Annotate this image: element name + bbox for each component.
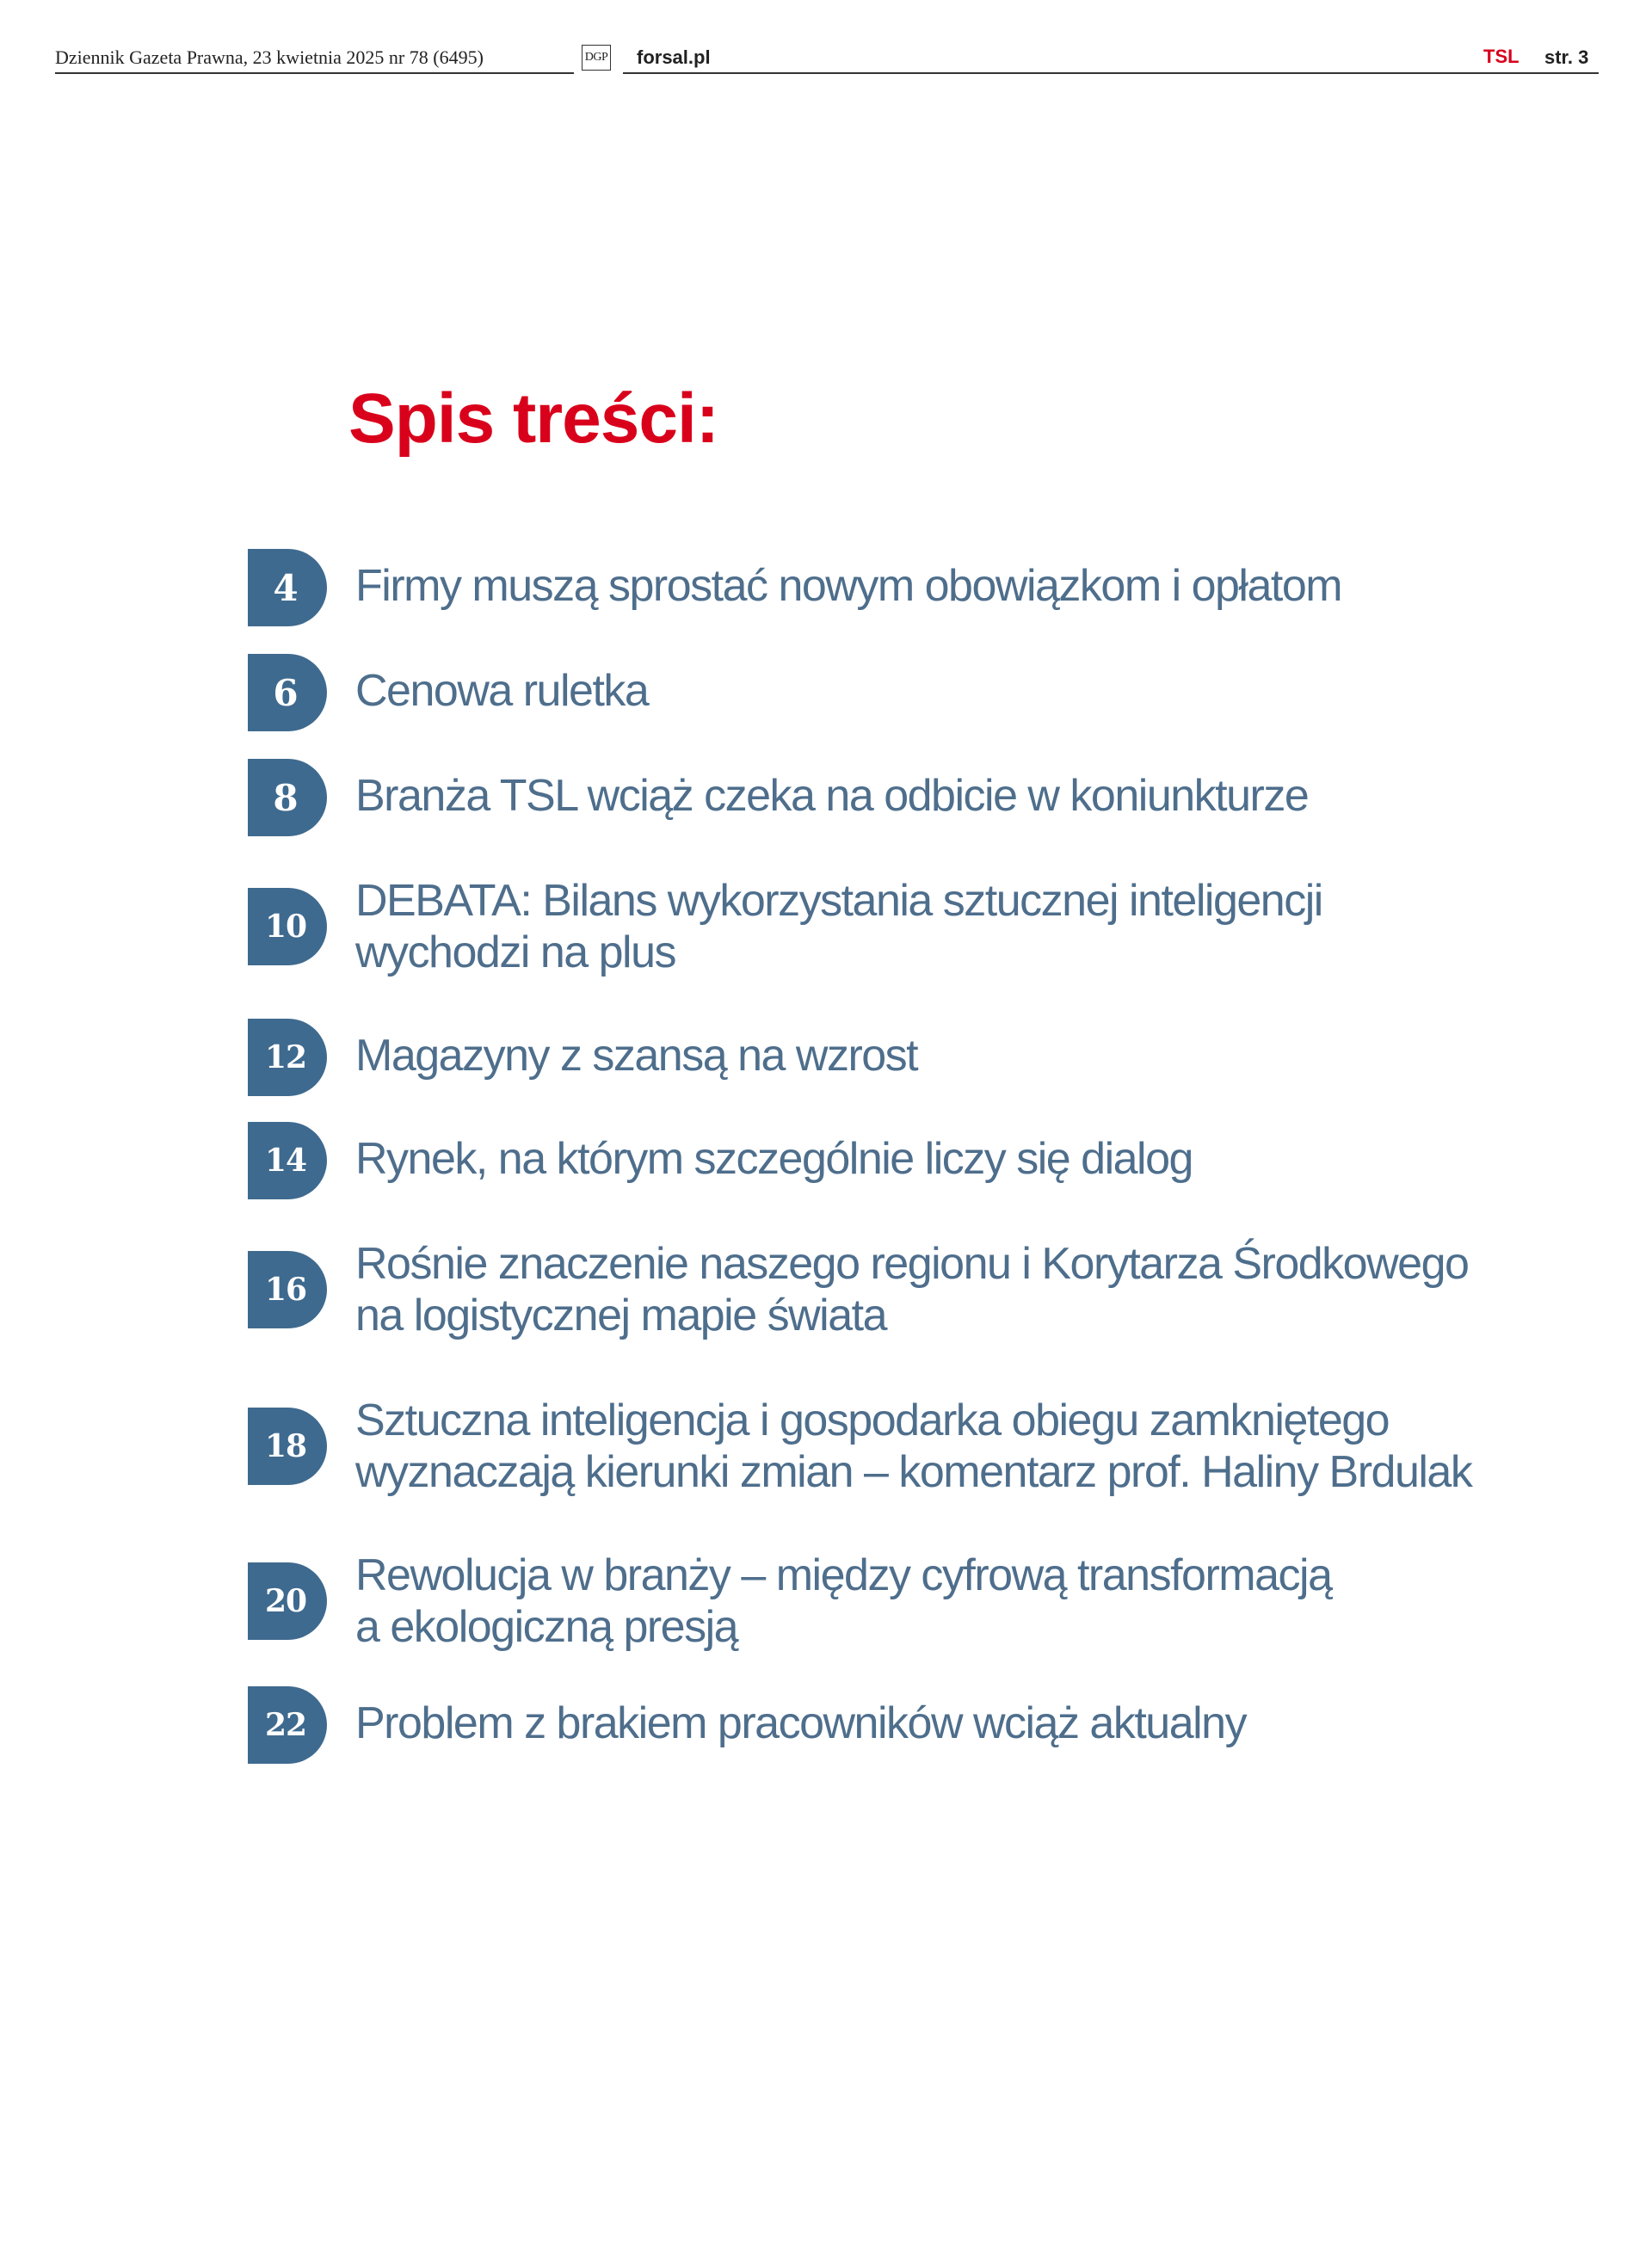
page-number-badge: 20 [248,1562,327,1640]
toc-item-title: Firmy muszą sprostać nowym obowiązkom i opłatom [355,561,1342,611]
toc-item-title: Rynek, na którym szczególnie liczy się dialog [355,1134,1193,1184]
page-number-badge: 4 [248,549,327,626]
toc-item-title: Problem z brakiem pracowników wciąż aktualny [355,1698,1247,1748]
toc-item-title: Rewolucja w branży – między cyfrową transformacją a ekologiczną presją [355,1550,1332,1652]
publication-info: Dziennik Gazeta Prawna, 23 kwietnia 2025 nr 78 (6495) [55,46,484,68]
page-number-badge: 22 [248,1686,327,1764]
toc-item-title: DEBATA: Bilans wykorzystania sztucznej inteligencji wychodzi na plus [355,876,1322,977]
page-number-badge: 8 [248,759,327,836]
dgp-logo: DGP [582,45,611,71]
page-header [55,43,1599,77]
toc-item-title: Rośnie znaczenie naszego regionu i Korytarza Środkowego na logistycznej mapie świata [355,1239,1469,1340]
page-number-badge: 14 [248,1122,327,1199]
toc-title: Spis treści: [348,379,719,458]
toc-item-title: Sztuczna inteligencja i gospodarka obiegu zamkniętego wyznaczają kierunki zmian – komentarz prof. Haliny Brdulak [355,1396,1472,1497]
page-number-badge: 16 [248,1251,327,1328]
page-number-badge: 18 [248,1408,327,1485]
page-number-badge: 12 [248,1019,327,1096]
page-number: str. 3 [1544,46,1589,68]
page-number-badge: 6 [248,654,327,731]
page-number-badge: 10 [248,888,327,965]
toc-item-title: Magazyny z szansą na wzrost [355,1031,918,1081]
section-label: TSL [1483,46,1519,67]
header-rule-left [55,72,574,74]
header-rule-right [623,72,1599,74]
toc-item-title: Cenowa ruletka [355,666,649,716]
site-name: forsal.pl [637,46,711,68]
toc-item-title: Branża TSL wciąż czeka na odbicie w koniunkturze [355,771,1309,821]
